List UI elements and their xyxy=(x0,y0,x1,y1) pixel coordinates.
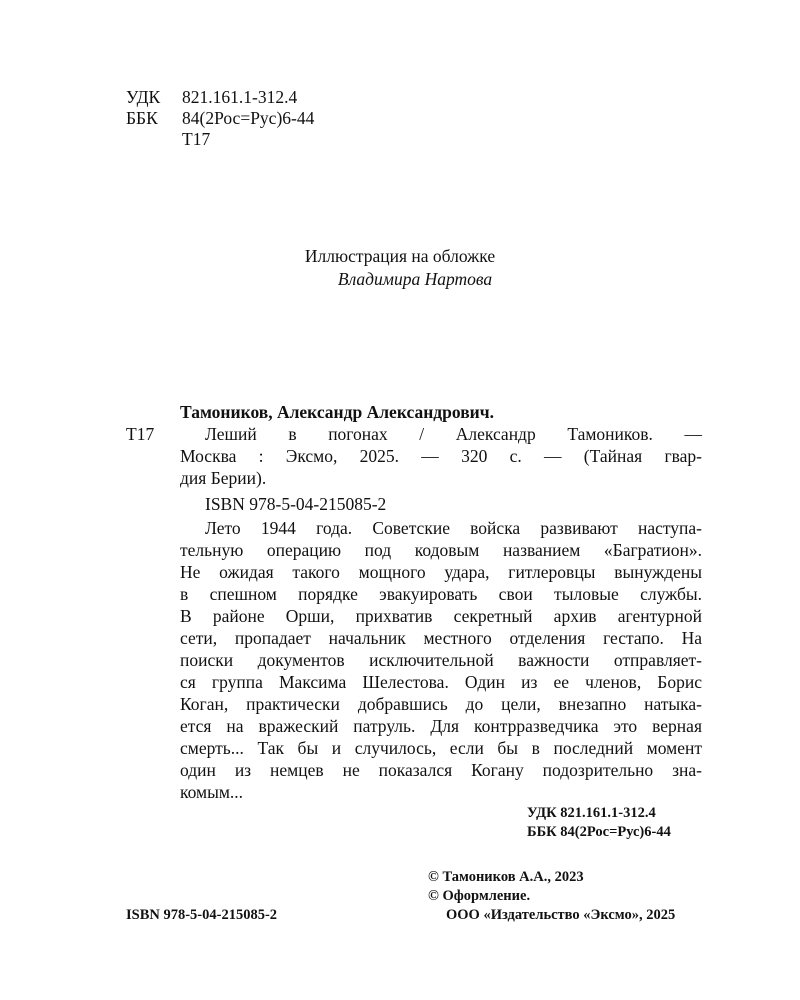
udk-label: УДК xyxy=(126,87,161,107)
annotation-line: Не ожидая такого мощного удара, гитлеровцы вынуждены xyxy=(180,562,702,582)
copyright-line: © Оформление. xyxy=(428,888,531,904)
illustration-credit-line1: Иллюстрация на обложке xyxy=(304,246,496,266)
copyright-line: ООО «Издательство «Эксмо», 2025 xyxy=(446,907,676,923)
title-line: Москва : Эксмо, 2025. — 320 с. — (Тайная гвар- xyxy=(180,446,702,466)
bbk-label: ББК xyxy=(126,108,158,128)
annotation-line: сети, пропадает начальник местного отделения гестапо. На xyxy=(180,628,702,648)
annotation-line: в спешном порядке эвакуировать свои тыловые службы. xyxy=(180,584,702,604)
annotation-line: ся группа Максима Шелестова. Один из ее членов, Борис xyxy=(180,672,702,692)
annotation-line: В районе Орши, прихватив секретный архив агентурной xyxy=(180,606,702,626)
title-line: Леший в погонах / Александр Тамоников. — xyxy=(205,424,702,444)
copyright-line: © Тамоников А.А., 2023 xyxy=(428,869,584,885)
annotation-line: комым... xyxy=(180,782,244,802)
illustration-credit-line2: Владимира Нартова xyxy=(337,269,493,289)
annotation-line: Коган, практически добравшись до цели, внезапно натыка- xyxy=(180,694,702,714)
annotation-line: тельную операцию под кодовым названием «Багратион». xyxy=(180,540,702,560)
title-line: дия Берии). xyxy=(180,468,267,488)
annotation-line: смерть... Так бы и случилось, если бы в последний момент xyxy=(180,738,702,758)
udk-value: 821.161.1-312.4 xyxy=(182,87,298,107)
annotation-line: ется на вражеский патруль. Для контрразведчика это верная xyxy=(180,716,702,736)
record-author-mark: Т17 xyxy=(126,424,155,444)
author-mark: Т17 xyxy=(182,129,211,149)
bbk-value: 84(2Рос=Рус)6-44 xyxy=(182,108,315,128)
copyright-isbn: ISBN 978-5-04-215085-2 xyxy=(126,907,278,923)
footer-bbk: ББК 84(2Рос=Рус)6-44 xyxy=(527,824,671,840)
annotation-line: Лето 1944 года. Советские войска развивают наступа- xyxy=(205,518,702,538)
annotation-line: один из немцев не показался Когану подозрительно зна- xyxy=(180,760,702,780)
annotation-line: поиски документов исключительной важности отправляет- xyxy=(180,650,702,670)
record-isbn: ISBN 978-5-04-215085-2 xyxy=(205,494,387,514)
footer-udk: УДК 821.161.1-312.4 xyxy=(527,805,656,821)
author-heading: Тамоников, Александр Александрович. xyxy=(180,402,494,422)
